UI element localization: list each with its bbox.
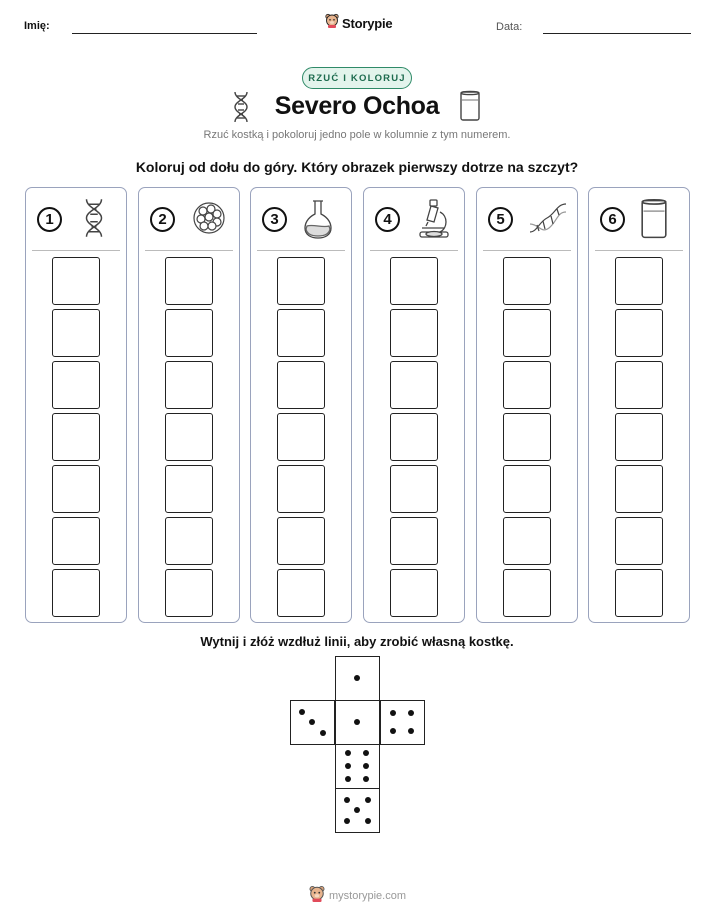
glass-icon <box>459 90 481 127</box>
color-square[interactable] <box>390 569 438 617</box>
color-square[interactable] <box>165 569 213 617</box>
color-square[interactable] <box>503 517 551 565</box>
color-square[interactable] <box>390 309 438 357</box>
column-number: 4 <box>375 207 400 232</box>
microscope-icon <box>414 198 454 245</box>
dice-pip <box>363 763 369 769</box>
dice-pip <box>354 807 360 813</box>
dice-pip <box>408 710 414 716</box>
column-header <box>139 188 239 250</box>
color-square[interactable] <box>52 465 100 513</box>
color-square[interactable] <box>52 517 100 565</box>
dice-face-6 <box>335 744 380 789</box>
column-number: 5 <box>488 207 513 232</box>
column-divider <box>483 250 571 251</box>
dice-face-4 <box>380 700 425 745</box>
dice-pip <box>354 675 360 681</box>
dice-pip <box>363 750 369 756</box>
bear-icon <box>325 13 339 33</box>
color-square[interactable] <box>165 257 213 305</box>
color-square[interactable] <box>165 309 213 357</box>
column-header <box>251 188 351 250</box>
dice-pip <box>344 818 350 824</box>
broccoli-icon <box>189 198 229 243</box>
column-4 <box>363 187 465 623</box>
dice-pip <box>345 763 351 769</box>
color-square[interactable] <box>503 569 551 617</box>
color-square[interactable] <box>390 361 438 409</box>
column-divider <box>145 250 233 251</box>
color-square[interactable] <box>52 309 100 357</box>
column-header <box>477 188 577 250</box>
dice-net <box>290 656 425 836</box>
dice-pip <box>363 776 369 782</box>
color-square[interactable] <box>165 361 213 409</box>
question: Koloruj od dołu do góry. Który obrazek pierwszy dotrze na szczyt? <box>135 159 579 175</box>
dice-pip <box>354 719 360 725</box>
dice-face-3 <box>290 700 335 745</box>
color-square[interactable] <box>615 465 663 513</box>
name-line[interactable] <box>72 33 257 34</box>
date-line[interactable] <box>543 33 691 34</box>
glass-icon <box>639 198 669 245</box>
color-square[interactable] <box>615 517 663 565</box>
color-square[interactable] <box>390 413 438 461</box>
column-divider <box>32 250 120 251</box>
name-label: Imię: <box>24 20 50 32</box>
brand-logo <box>325 13 392 33</box>
dice-pip <box>344 797 350 803</box>
dice-pip <box>345 750 351 756</box>
dice-pip <box>365 818 371 824</box>
color-square[interactable] <box>390 465 438 513</box>
activity-badge: RZUĆ I KOLORUJ <box>302 67 412 89</box>
column-number: 6 <box>600 207 625 232</box>
column-number: 1 <box>37 207 62 232</box>
color-square[interactable] <box>277 361 325 409</box>
dice-pip <box>408 728 414 734</box>
subtitle: Rzuć kostką i pokoloruj jedno pole w kolumnie z tym numerem. <box>203 129 511 141</box>
color-square[interactable] <box>390 517 438 565</box>
color-square[interactable] <box>52 361 100 409</box>
dice-pip <box>365 797 371 803</box>
dice-pip <box>320 730 326 736</box>
color-square[interactable] <box>277 413 325 461</box>
column-number: 2 <box>150 207 175 232</box>
bear-icon <box>309 885 325 907</box>
dice-pip <box>390 728 396 734</box>
color-square[interactable] <box>52 257 100 305</box>
footer <box>309 885 406 907</box>
dna-helix-icon <box>527 198 569 243</box>
column-divider <box>370 250 458 251</box>
column-1 <box>25 187 127 623</box>
color-square[interactable] <box>277 465 325 513</box>
color-square[interactable] <box>503 465 551 513</box>
column-divider <box>595 250 683 251</box>
color-square[interactable] <box>503 257 551 305</box>
column-2 <box>138 187 240 623</box>
column-5 <box>476 187 578 623</box>
dice-pip <box>299 709 305 715</box>
column-divider <box>257 250 345 251</box>
color-square[interactable] <box>615 569 663 617</box>
dna-icon <box>76 198 112 243</box>
column-6 <box>588 187 690 623</box>
color-square[interactable] <box>615 309 663 357</box>
color-square[interactable] <box>52 569 100 617</box>
dice-face-1 <box>335 656 380 701</box>
color-square[interactable] <box>277 569 325 617</box>
color-square[interactable] <box>390 257 438 305</box>
dice-pip <box>345 776 351 782</box>
column-header <box>26 188 126 250</box>
color-square[interactable] <box>165 413 213 461</box>
footer-url[interactable]: mystorypie.com <box>329 890 407 902</box>
color-square[interactable] <box>277 517 325 565</box>
color-square[interactable] <box>615 361 663 409</box>
page-title: Severo Ochoa <box>274 92 440 120</box>
color-square[interactable] <box>503 413 551 461</box>
color-square[interactable] <box>277 257 325 305</box>
color-square[interactable] <box>52 413 100 461</box>
color-square[interactable] <box>277 309 325 357</box>
date-label: Data: <box>496 21 523 33</box>
column-header <box>589 188 689 250</box>
color-square[interactable] <box>165 465 213 513</box>
dice-pip <box>390 710 396 716</box>
color-square[interactable] <box>503 361 551 409</box>
dice-face-5 <box>335 788 380 833</box>
color-square[interactable] <box>615 257 663 305</box>
cut-instruction: Wytnij i złóż wzdłuż linii, aby zrobić własną kostkę. <box>200 634 514 649</box>
dice-face-1 <box>335 700 380 745</box>
column-3 <box>250 187 352 623</box>
dice-pip <box>309 719 315 725</box>
column-number: 3 <box>262 207 287 232</box>
color-square[interactable] <box>165 517 213 565</box>
color-square[interactable] <box>503 309 551 357</box>
column-header <box>364 188 464 250</box>
flask-icon <box>301 198 335 245</box>
color-square[interactable] <box>615 413 663 461</box>
brand-name: Storypie <box>342 15 393 31</box>
